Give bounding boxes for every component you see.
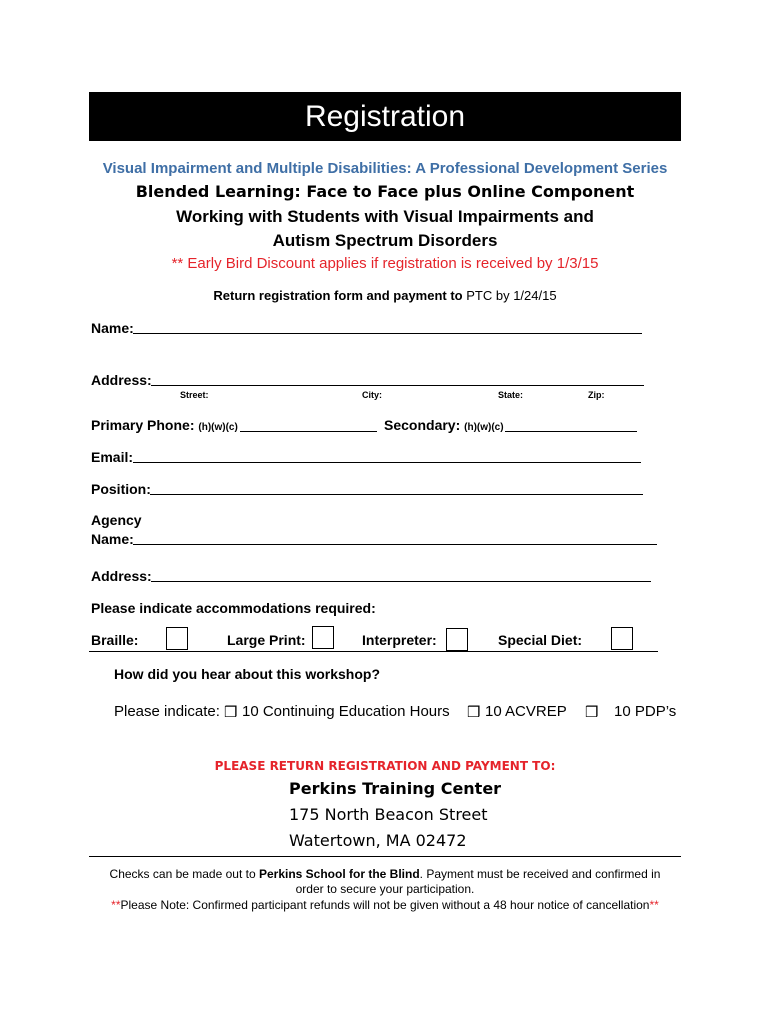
blended-learning-subtitle: Blended Learning: Face to Face plus Online Component: [135, 182, 635, 201]
secondary-phone-text: Secondary:: [384, 417, 461, 433]
braille-label: Braille:: [91, 632, 139, 648]
checks-post: . Payment must be received and confirmed in: [419, 867, 661, 881]
name-field[interactable]: [133, 333, 642, 334]
position-label: Position:: [91, 481, 151, 497]
address-field[interactable]: [151, 385, 644, 386]
return-to-heading: PLEASE RETURN REGISTRATION AND PAYMENT TO:: [214, 759, 556, 773]
return-instructions-deadline: PTC by 1/24/15: [462, 288, 557, 303]
secondary-phone-hint: (h)(w)(c): [464, 422, 504, 433]
return-street: 175 North Beacon Street: [289, 805, 488, 824]
please-indicate-label: Please indicate:: [114, 703, 220, 720]
primary-phone-field[interactable]: [240, 431, 377, 432]
email-field[interactable]: [133, 462, 641, 463]
position-field[interactable]: [150, 494, 643, 495]
primary-phone-text: Primary Phone:: [91, 417, 195, 433]
name-label: Name:: [91, 320, 134, 336]
agency-label-line-1: Agency: [91, 512, 142, 528]
secondary-phone-field[interactable]: [505, 431, 637, 432]
city-sublabel: City:: [362, 390, 382, 400]
special-diet-checkbox[interactable]: [611, 627, 633, 650]
agency-address-field[interactable]: [151, 581, 651, 582]
footer-divider: [89, 856, 681, 857]
primary-phone-label: [91, 417, 238, 433]
zip-sublabel: Zip:: [588, 390, 605, 400]
interpreter-checkbox[interactable]: [446, 628, 468, 651]
series-title: Visual Impairment and Multiple Disabilities: A Professional Development Series: [102, 160, 668, 177]
workshop-title-line-2: Autism Spectrum Disorders: [272, 231, 498, 250]
return-instructions-bold: Return registration form and payment to: [213, 288, 463, 303]
checks-payee: Perkins School for the Blind: [258, 867, 420, 881]
primary-phone-hint: (h)(w)(c): [198, 422, 238, 433]
state-sublabel: State:: [498, 390, 524, 400]
special-diet-label: Special Diet:: [498, 632, 583, 648]
checks-pre: Checks can be made out to: [109, 867, 259, 881]
continuing-education-checkbox-icon[interactable]: ❒: [224, 703, 238, 721]
agency-label-line-2: Name:: [91, 531, 134, 547]
early-bird-notice: ** Early Bird Discount applies if registration is received by 1/3/15: [171, 255, 599, 272]
accommodations-divider: [89, 651, 658, 652]
return-instructions: [0, 288, 770, 303]
accommodations-label: Please indicate accommodations required:: [91, 600, 376, 616]
refund-notice: [0, 898, 770, 912]
address-label: Address:: [91, 372, 152, 388]
checks-payable-line-2: order to secure your participation.: [295, 882, 475, 896]
secondary-phone-label: [384, 417, 504, 433]
street-sublabel: Street:: [180, 390, 209, 400]
pdp-checkbox-icon[interactable]: ❒: [585, 703, 599, 721]
continuing-education-option: 10 Continuing Education Hours: [242, 703, 450, 720]
refund-notice-stars-close: **: [649, 898, 659, 912]
return-org-name: Perkins Training Center: [289, 779, 502, 798]
braille-checkbox[interactable]: [166, 627, 188, 650]
banner-title: Registration: [304, 99, 466, 133]
checks-payable-line-1: [0, 867, 770, 881]
large-print-checkbox[interactable]: [312, 626, 334, 649]
interpreter-label: Interpreter:: [362, 632, 437, 648]
refund-notice-stars-open: **: [111, 898, 121, 912]
refund-notice-text: Please Note: Confirmed participant refunds will not be given without a 48 hour notice of cancellation: [120, 898, 650, 912]
return-city: Watertown, MA 02472: [289, 831, 467, 850]
agency-address-label: Address:: [91, 568, 152, 584]
email-label: Email:: [91, 449, 134, 465]
pdp-option: 10 PDP’s: [614, 703, 677, 720]
acvrep-checkbox-icon[interactable]: ❒: [467, 703, 481, 721]
large-print-label: Large Print:: [227, 632, 306, 648]
hear-about-question: How did you hear about this workshop?: [114, 666, 381, 682]
workshop-title-line-1: Working with Students with Visual Impairments and: [176, 207, 594, 226]
agency-name-field[interactable]: [133, 544, 657, 545]
acvrep-option: 10 ACVREP: [485, 703, 567, 720]
registration-banner: [89, 92, 681, 141]
